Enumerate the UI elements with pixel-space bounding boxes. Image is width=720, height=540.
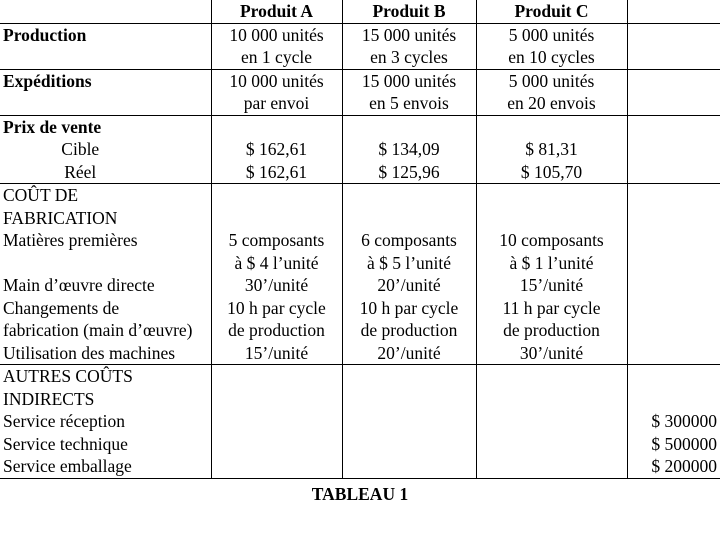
autres-labels: AUTRES COÛTS INDIRECTS Service réception Service technique Service emballage — [0, 365, 211, 479]
autres-title-2: INDIRECTS — [3, 388, 95, 409]
production-b: 15 000 unités en 3 cycles — [342, 23, 476, 69]
header-empty-cell — [0, 0, 211, 23]
prix-b: $ 134,09 $ 125,96 — [342, 115, 476, 184]
autres-row — [0, 365, 720, 479]
fabrication-row — [0, 184, 720, 365]
fabrication-a: 5 composants à $ 4 l’unité 30’/unité 10 h par cycle de production 15’/unité — [211, 184, 342, 365]
prix-cible-label: Cible — [61, 139, 100, 159]
header-produit-b: Produit B — [342, 0, 476, 23]
expeditions-row — [0, 69, 720, 115]
table-caption: TABLEAU 1 — [311, 484, 409, 504]
fabrication-labels: COÛT DE FABRICATION Matières premières Main d’œuvre directe Changements de fabrication (main d’œuvre) Utilisation des machines — [0, 184, 211, 365]
autres-a — [211, 365, 342, 479]
expeditions-a: 10 000 unités par envoi — [211, 69, 342, 115]
prix-title: Prix de vente — [3, 116, 102, 137]
fabrication-total — [627, 184, 720, 365]
production-c: 5 000 unités en 10 cycles — [476, 23, 627, 69]
expeditions-label: Expéditions — [0, 69, 211, 115]
autres-values: $ 300000 $ 500000 $ 200000 — [627, 365, 720, 479]
prix-reel-label: Réel — [64, 161, 97, 182]
expeditions-total — [627, 69, 720, 115]
fabrication-c: 10 composants à $ 1 l’unité 15’/unité 11 h par cycle de production 30’/unité — [476, 184, 627, 365]
autres-title-1: AUTRES COÛTS — [3, 366, 133, 386]
production-total — [627, 23, 720, 69]
header-produit-c: Produit C — [476, 0, 627, 23]
header-total-cell — [627, 0, 720, 23]
autres-c — [476, 365, 627, 479]
fabrication-title-2: FABRICATION — [3, 207, 118, 228]
prix-row — [0, 115, 720, 184]
production-label: Production — [0, 23, 211, 69]
prix-labels — [0, 115, 211, 184]
header-row — [0, 0, 720, 23]
expeditions-b: 15 000 unités en 5 envois — [342, 69, 476, 115]
fabrication-b: 6 composants à $ 5 l’unité 20’/unité 10 h par cycle de production 20’/unité — [342, 184, 476, 365]
header-produit-a: Produit A — [211, 0, 342, 23]
production-a: 10 000 unités en 1 cycle — [211, 23, 342, 69]
prix-c: $ 81,31 $ 105,70 — [476, 115, 627, 184]
autres-b — [342, 365, 476, 479]
prix-total — [627, 115, 720, 184]
production-row — [0, 23, 720, 69]
prix-a: $ 162,61 $ 162,61 — [211, 115, 342, 184]
fabrication-title-1: COÛT DE — [3, 185, 79, 205]
expeditions-c: 5 000 unités en 20 envois — [476, 69, 627, 115]
